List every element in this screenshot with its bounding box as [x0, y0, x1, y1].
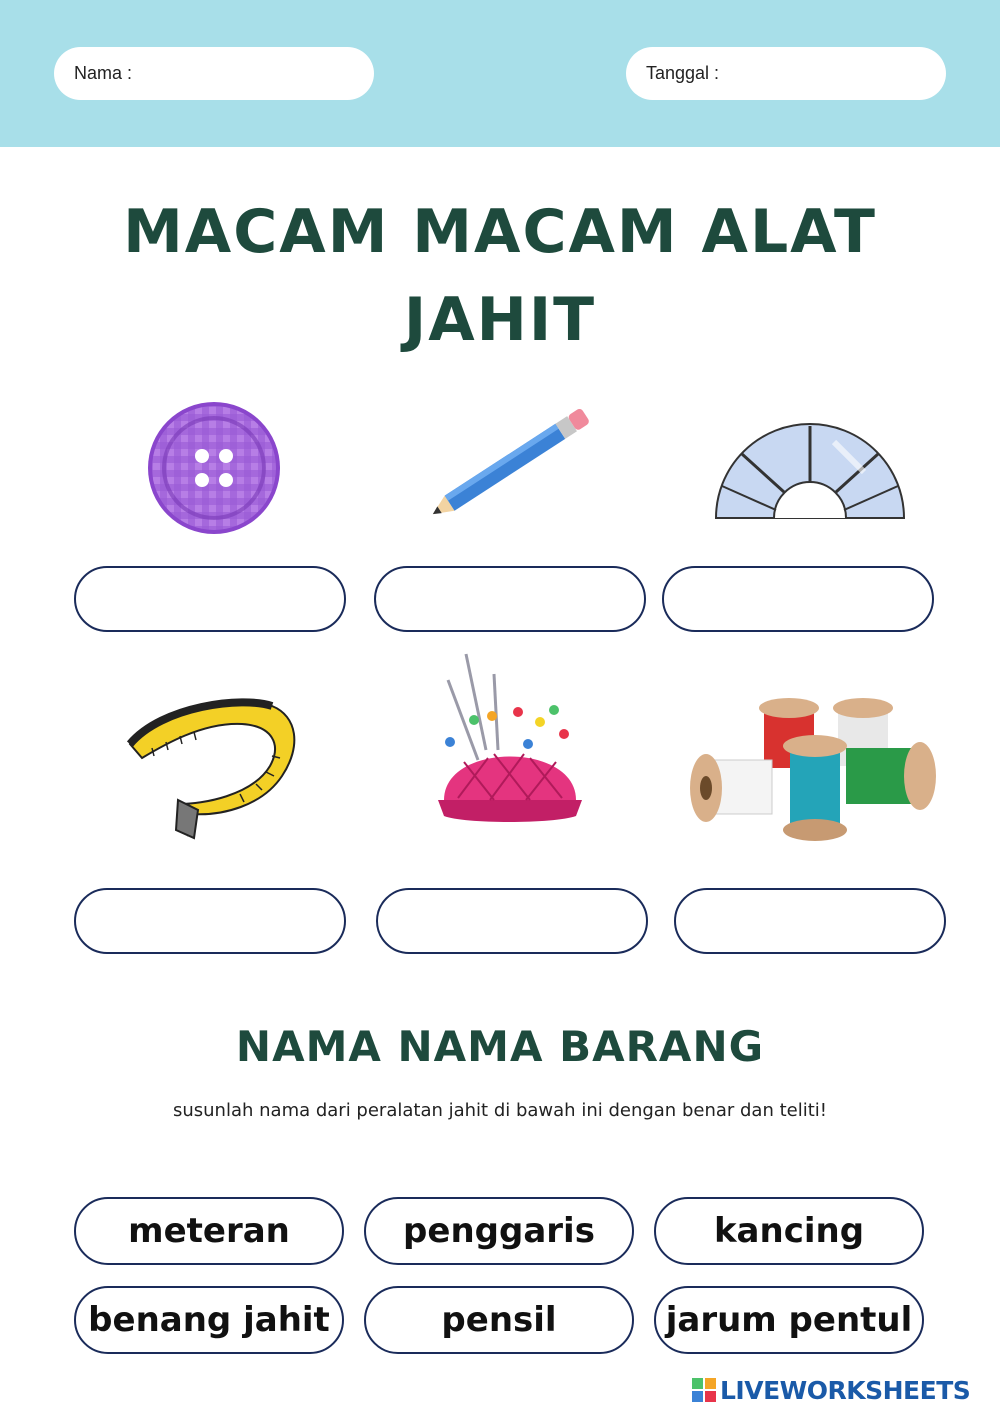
section-title: NAMA NAMA BARANG — [235, 1022, 765, 1071]
worksheet-title — [0, 188, 1000, 364]
answer-box-1[interactable] — [74, 566, 346, 632]
name-label: Nama : — [74, 63, 133, 83]
answer-box-4[interactable] — [74, 888, 346, 954]
word-chip-pensil[interactable]: pensil — [364, 1286, 634, 1354]
instruction-text: susunlah nama dari peralatan jahit di bawah ini dengan benar dan teliti! — [172, 1100, 827, 1121]
word-chip-meteran[interactable]: meteran — [74, 1197, 344, 1265]
title-line-1: MACAM MACAM ALAT — [123, 197, 877, 267]
answer-box-2[interactable] — [374, 566, 646, 632]
thread-spools-picture — [686, 696, 936, 844]
word-chip-penggaris[interactable]: penggaris — [364, 1197, 634, 1265]
ruler-protractor-picture — [714, 422, 906, 520]
brand-name: LIVEWORKSHEETS — [720, 1375, 971, 1405]
name-field[interactable] — [54, 47, 374, 100]
answer-box-5[interactable] — [376, 888, 648, 954]
word-chip-kancing[interactable]: kancing — [654, 1197, 924, 1265]
liveworksheets-logo-icon — [692, 1378, 716, 1402]
word-chip-benang-jahit[interactable]: benang jahit — [74, 1286, 344, 1354]
title-line-2: JAHIT — [403, 285, 597, 355]
date-label: Tanggal : — [646, 63, 720, 83]
word-chip-jarum-pentul[interactable]: jarum pentul — [654, 1286, 924, 1354]
button-picture — [146, 400, 282, 536]
pencil-picture — [424, 404, 596, 524]
measuring-tape-picture — [122, 696, 304, 846]
answer-box-6[interactable] — [674, 888, 946, 954]
answer-box-3[interactable] — [662, 566, 934, 632]
brand-watermark — [692, 1376, 970, 1404]
date-field[interactable] — [626, 47, 946, 100]
pincushion-picture — [434, 650, 586, 828]
